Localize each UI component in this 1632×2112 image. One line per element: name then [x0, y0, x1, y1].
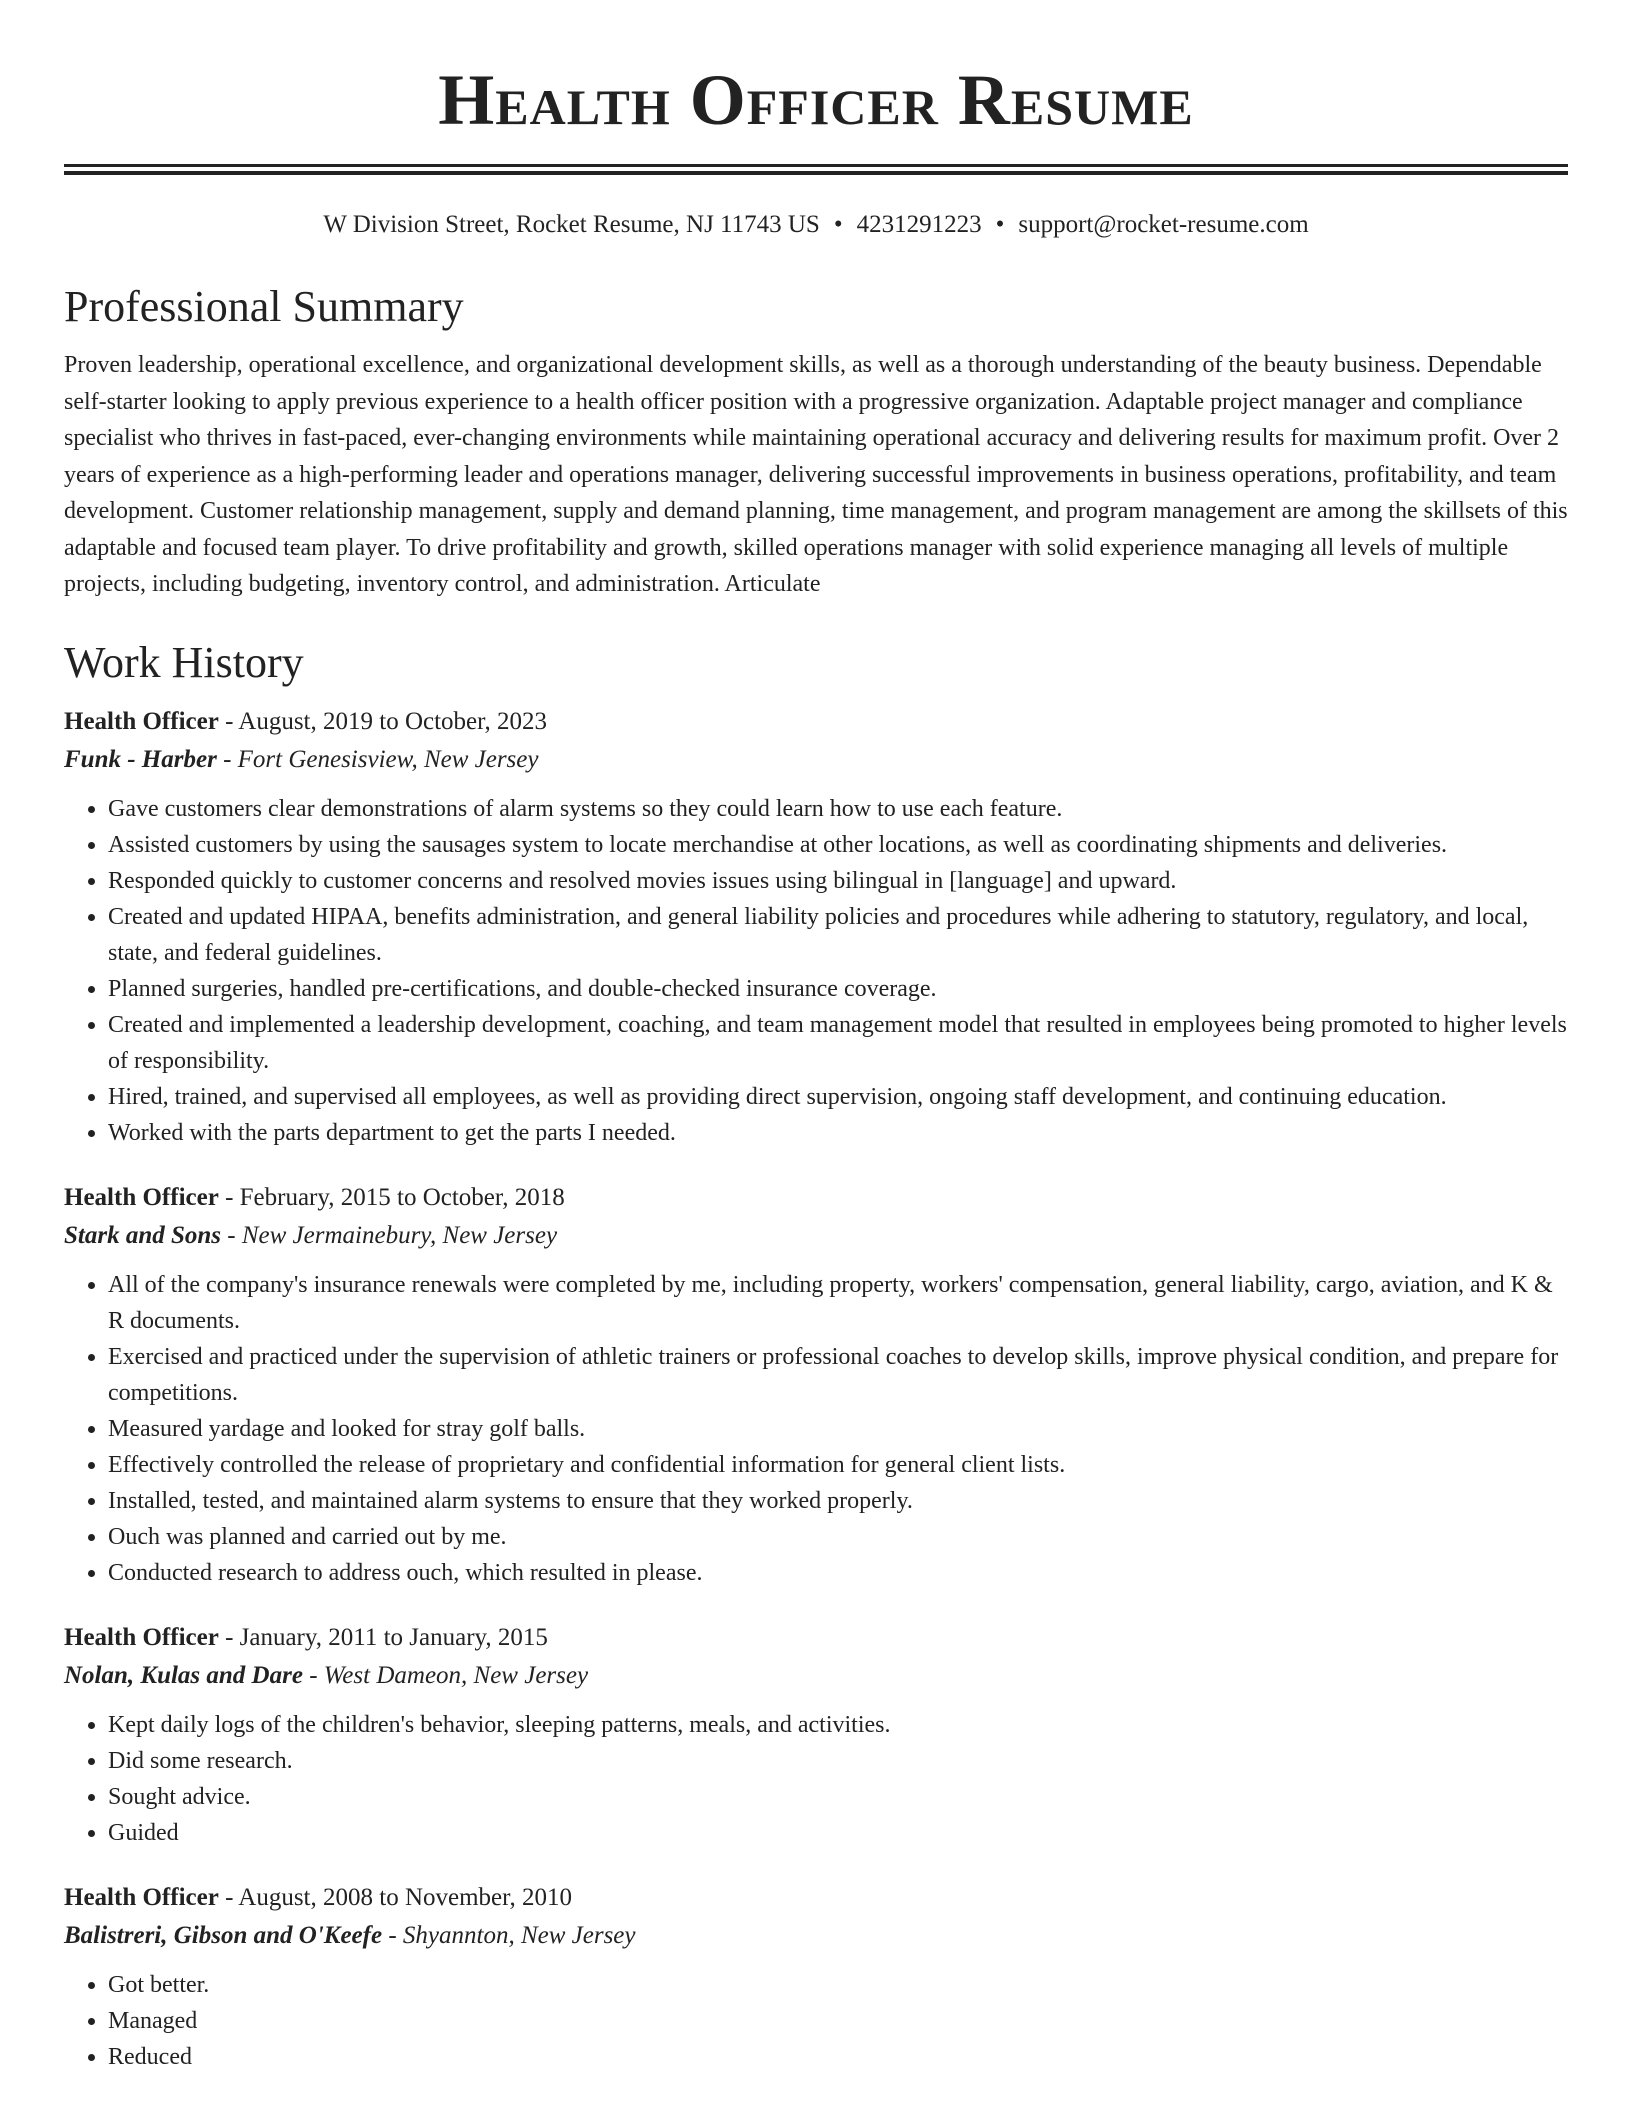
job-title: Health Officer: [64, 1883, 219, 1911]
job-entry: [64, 1619, 1568, 1851]
job-company-line: [64, 741, 1568, 779]
job-location: New Jermainebury, New Jersey: [241, 1221, 558, 1249]
job-location: Shyannton, New Jersey: [402, 1921, 636, 1949]
duty-item: • Got better.: [108, 1967, 1568, 2003]
job-title: Health Officer: [64, 707, 219, 735]
summary-heading: Professional Summary: [64, 282, 464, 331]
duty-item: • Measured yardage and looked for stray golf balls.: [108, 1411, 1568, 1447]
duty-item: • Responded quickly to customer concerns and resolved movies issues using bilingual in [language] and upward.: [108, 863, 1568, 899]
duty-item: • Effectively controlled the release of proprietary and confidential information for general client lists.: [108, 1447, 1568, 1483]
job-list: [64, 703, 1568, 2075]
title-divider: [64, 164, 1568, 175]
job-company-line: [64, 1657, 1568, 1695]
job-entry: [64, 1179, 1568, 1591]
contact-line: [64, 209, 1568, 241]
job-company-line: [64, 1917, 1568, 1955]
job-dates: January, 2011 to January, 2015: [239, 1623, 548, 1651]
duty-item: • Did some research.: [108, 1743, 1568, 1779]
duty-item: • Created and implemented a leadership development, coaching, and team management model that resulted in employees being promoted to higher levels of responsibility.: [108, 1007, 1568, 1079]
job-title-line: [64, 1179, 1568, 1217]
contact-email: support@rocket-resume.com: [1018, 211, 1309, 238]
job-duties: [64, 1967, 1568, 2075]
job-dash: -: [221, 1221, 242, 1249]
contact-separator: •: [833, 211, 843, 238]
job-duties: [64, 791, 1568, 1151]
job-title-line: [64, 703, 1568, 741]
summary-text: Proven leadership, operational excellence, and organizational development skills, as well as a thorough understanding of the beauty business. Dependable self-starter looking to apply previous experience to a health officer position with a progressive organization. Adaptable project manager and compliance specialist who thrives in fast-paced, ever-changing environments while maintaining operational accuracy and delivering results for maximum profit. Over 2 years of experience as a high-performing leader and operations manager, delivering successful improvements in business operations, profitability, and team development. Customer relationship management, supply and demand planning, time management, and program management are among the skillsets of this adaptable and focused team player. To drive profitability and growth, skilled operations manager with solid experience managing all levels of multiple projects, including budgeting, inventory control, and administration. Articulate: [64, 352, 1568, 597]
contact-separator: •: [995, 211, 1005, 238]
job-dates: February, 2015 to October, 2018: [239, 1183, 565, 1211]
job-location: West Dameon, New Jersey: [323, 1661, 589, 1689]
job-dates: August, 2008 to November, 2010: [238, 1883, 572, 1911]
job-dash: -: [218, 707, 239, 735]
job-title-line: [64, 1879, 1568, 1917]
contact-address: W Division Street, Rocket Resume, NJ 11743 US: [323, 211, 820, 238]
duty-item: • Hired, trained, and supervised all employees, as well as providing direct supervision, ongoing staff development, and continuing education.: [108, 1079, 1568, 1115]
job-dash: -: [302, 1661, 324, 1689]
job-dash: -: [218, 1183, 240, 1211]
duty-item: • Ouch was planned and carried out by me.: [108, 1519, 1568, 1555]
job-dates: August, 2019 to October, 2023: [238, 707, 547, 735]
duty-item: • Reduced: [108, 2039, 1568, 2075]
page-title: Health Officer Resume: [438, 60, 1194, 140]
duty-item: • All of the company's insurance renewals were completed by me, including property, workers' compensation, general liability, cargo, aviation, and K & R documents.: [108, 1267, 1568, 1339]
job-company: Balistreri, Gibson and O'Keefe: [64, 1921, 383, 1949]
duty-item: • Gave customers clear demonstrations of alarm systems so they could learn how to use each feature.: [108, 791, 1568, 827]
job-duties: [64, 1267, 1568, 1591]
work-history-heading: Work History: [64, 637, 304, 687]
job-company: Stark and Sons: [64, 1221, 222, 1249]
contact-phone: 4231291223: [856, 211, 982, 238]
duty-item: • Installed, tested, and maintained alarm systems to ensure that they worked properly.: [108, 1483, 1568, 1519]
duty-item: • Sought advice.: [108, 1779, 1568, 1815]
job-title-line: [64, 1619, 1568, 1657]
duty-item: • Assisted customers by using the sausages system to locate merchandise at other locations, as well as coordinating shipments and deliveries.: [108, 827, 1568, 863]
duty-item: • Guided: [108, 1815, 1568, 1851]
duty-item: • Conducted research to address ouch, which resulted in please.: [108, 1555, 1568, 1591]
job-company: Funk - Harber: [64, 745, 217, 773]
duty-item: • Exercised and practiced under the supervision of athletic trainers or professional coaches to develop skills, improve physical condition, and prepare for competitions.: [108, 1339, 1568, 1411]
job-entry: [64, 1879, 1568, 2075]
job-dash: -: [216, 745, 238, 773]
job-company-line: [64, 1217, 1568, 1255]
job-company: Nolan, Kulas and Dare: [64, 1661, 303, 1689]
job-location: Fort Genesisview, New Jersey: [237, 745, 539, 773]
job-duties: [64, 1707, 1568, 1851]
resume-page: [64, 0, 1568, 2075]
job-entry: [64, 703, 1568, 1151]
duty-item: • Kept daily logs of the children's behavior, sleeping patterns, meals, and activities.: [108, 1707, 1568, 1743]
duty-item: • Worked with the parts department to get the parts I needed.: [108, 1115, 1568, 1151]
job-title: Health Officer: [64, 1623, 219, 1651]
job-dash: -: [382, 1921, 403, 1949]
duty-item: • Planned surgeries, handled pre-certifications, and double-checked insurance coverage.: [108, 971, 1568, 1007]
job-dash: -: [218, 1883, 239, 1911]
duty-item: • Created and updated HIPAA, benefits administration, and general liability policies and procedures while adhering to statutory, regulatory, and local, state, and federal guidelines.: [108, 899, 1568, 971]
duty-item: • Managed: [108, 2003, 1568, 2039]
job-title: Health Officer: [64, 1183, 219, 1211]
job-dash: -: [218, 1623, 240, 1651]
